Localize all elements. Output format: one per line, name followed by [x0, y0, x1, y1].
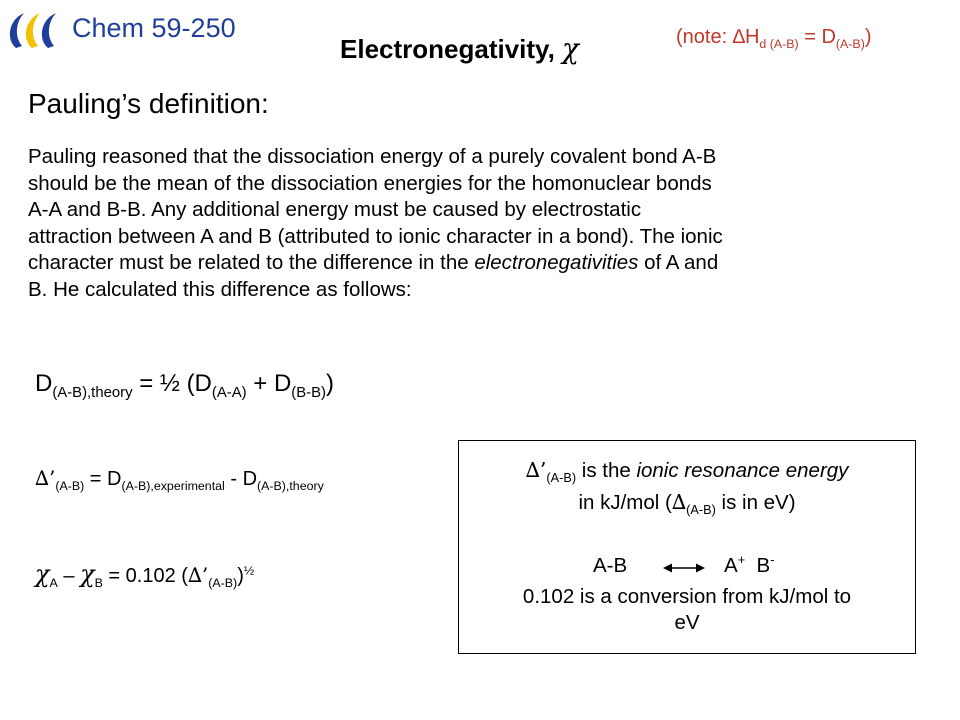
note-h-subscript: d (A-B): [759, 37, 799, 51]
note-delta: ∆: [732, 26, 745, 48]
eq1-sub1: (A-B),theory: [52, 384, 133, 401]
box-delta-prime-sub: (A-B): [546, 470, 577, 486]
reaction-anion-charge: -: [770, 552, 775, 568]
explanation-box: [458, 440, 916, 654]
eq3-delta: ∆’: [187, 563, 209, 587]
paragraph-line-3: A-A and B-B. Any additional energy must be caused by electrostatic: [28, 198, 642, 222]
box-line-1: [459, 457, 915, 484]
eq3-sup: ½: [243, 563, 255, 578]
box-line-2-post: is in eV): [715, 491, 796, 514]
box-line-2-pre: in kJ/mol (: [578, 491, 672, 514]
box-delta-prime: ∆’: [525, 458, 547, 482]
box-line-5: eV: [674, 611, 700, 634]
eq3-chi-b: χ: [80, 560, 95, 588]
eq3-sub-d: (A-B): [208, 576, 238, 590]
university-logo-icon: [2, 10, 68, 50]
reaction-left: A-B: [593, 554, 628, 577]
eq3-dash: –: [57, 565, 81, 587]
resonance-reaction: [459, 553, 915, 581]
double-headed-arrow-icon: [663, 557, 705, 579]
eq2-delta: ∆’: [35, 466, 56, 490]
equation-electronegativity-difference: [35, 560, 254, 588]
paragraph-line-2: should be the mean of the dissociation energies for the homonuclear bonds: [28, 171, 712, 195]
box-line-1-emphasis: ionic resonance energy: [636, 459, 849, 482]
note-equals: = D: [798, 26, 836, 48]
eq2-sub3: (A-B),theory: [257, 479, 324, 493]
eq1-plus: + D: [246, 370, 292, 397]
box-line-2: [459, 489, 915, 516]
note-close: ): [864, 26, 872, 48]
paragraph-emphasis: electronegativities: [474, 251, 639, 275]
eq2-sub2: (A-B),experimental: [121, 479, 225, 493]
reaction-anion: B: [745, 554, 771, 577]
eq1-d: D: [35, 370, 53, 397]
eq3-sub-b: B: [94, 576, 103, 590]
eq3-chi-a: χ: [35, 560, 50, 588]
note-h: H: [744, 26, 760, 48]
reaction-right: [724, 553, 774, 579]
reaction-cation-charge: +: [737, 552, 746, 568]
note-prefix: (note:: [676, 26, 733, 48]
reaction-cation: A: [724, 554, 738, 577]
box-line-1-text: is the: [576, 459, 637, 482]
box-line-4: 0.102 is a conversion from kJ/mol to: [522, 585, 852, 608]
paragraph-line-5-end: of A and: [638, 251, 719, 275]
eq1-close: ): [326, 370, 335, 397]
definition-paragraph: [28, 144, 948, 304]
equation-ionic-energy: [35, 466, 324, 491]
eq2-minus: - D: [224, 468, 258, 490]
note-d-subscript: (A-B): [835, 37, 865, 51]
paragraph-line-5: character must be related to the difference in the: [28, 251, 475, 275]
eq1-sub3: (B-B): [291, 384, 327, 401]
eq1-sub2: (A-A): [211, 384, 247, 401]
equation-theory: [35, 370, 335, 401]
eq2-sub1: (A-B): [55, 479, 85, 493]
eq1-mid: = ½ (D: [132, 370, 212, 397]
paragraph-line-1: Pauling reasoned that the dissociation energy of a purely covalent bond A-B: [28, 145, 717, 168]
section-subtitle: Pauling’s definition:: [28, 88, 269, 119]
course-title: Chem 59-250: [72, 13, 236, 43]
note: [676, 26, 872, 49]
eq3-close: ): [237, 565, 244, 587]
eq3-mid: = 0.102 (: [102, 565, 188, 587]
page-title: [340, 32, 579, 65]
eq2-mid: = D: [84, 468, 122, 490]
box-delta: ∆: [671, 490, 687, 514]
chi-symbol: χ: [562, 32, 580, 65]
eq3-sub-a: A: [49, 576, 58, 590]
paragraph-line-6: B. He calculated this difference as follows:: [28, 277, 412, 301]
box-delta-sub: (A-B): [686, 502, 716, 518]
paragraph-line-4: attraction between A and B (attributed to ionic character in a bond). The ionic: [28, 224, 723, 248]
page-title-text: Electronegativity,: [340, 34, 555, 64]
